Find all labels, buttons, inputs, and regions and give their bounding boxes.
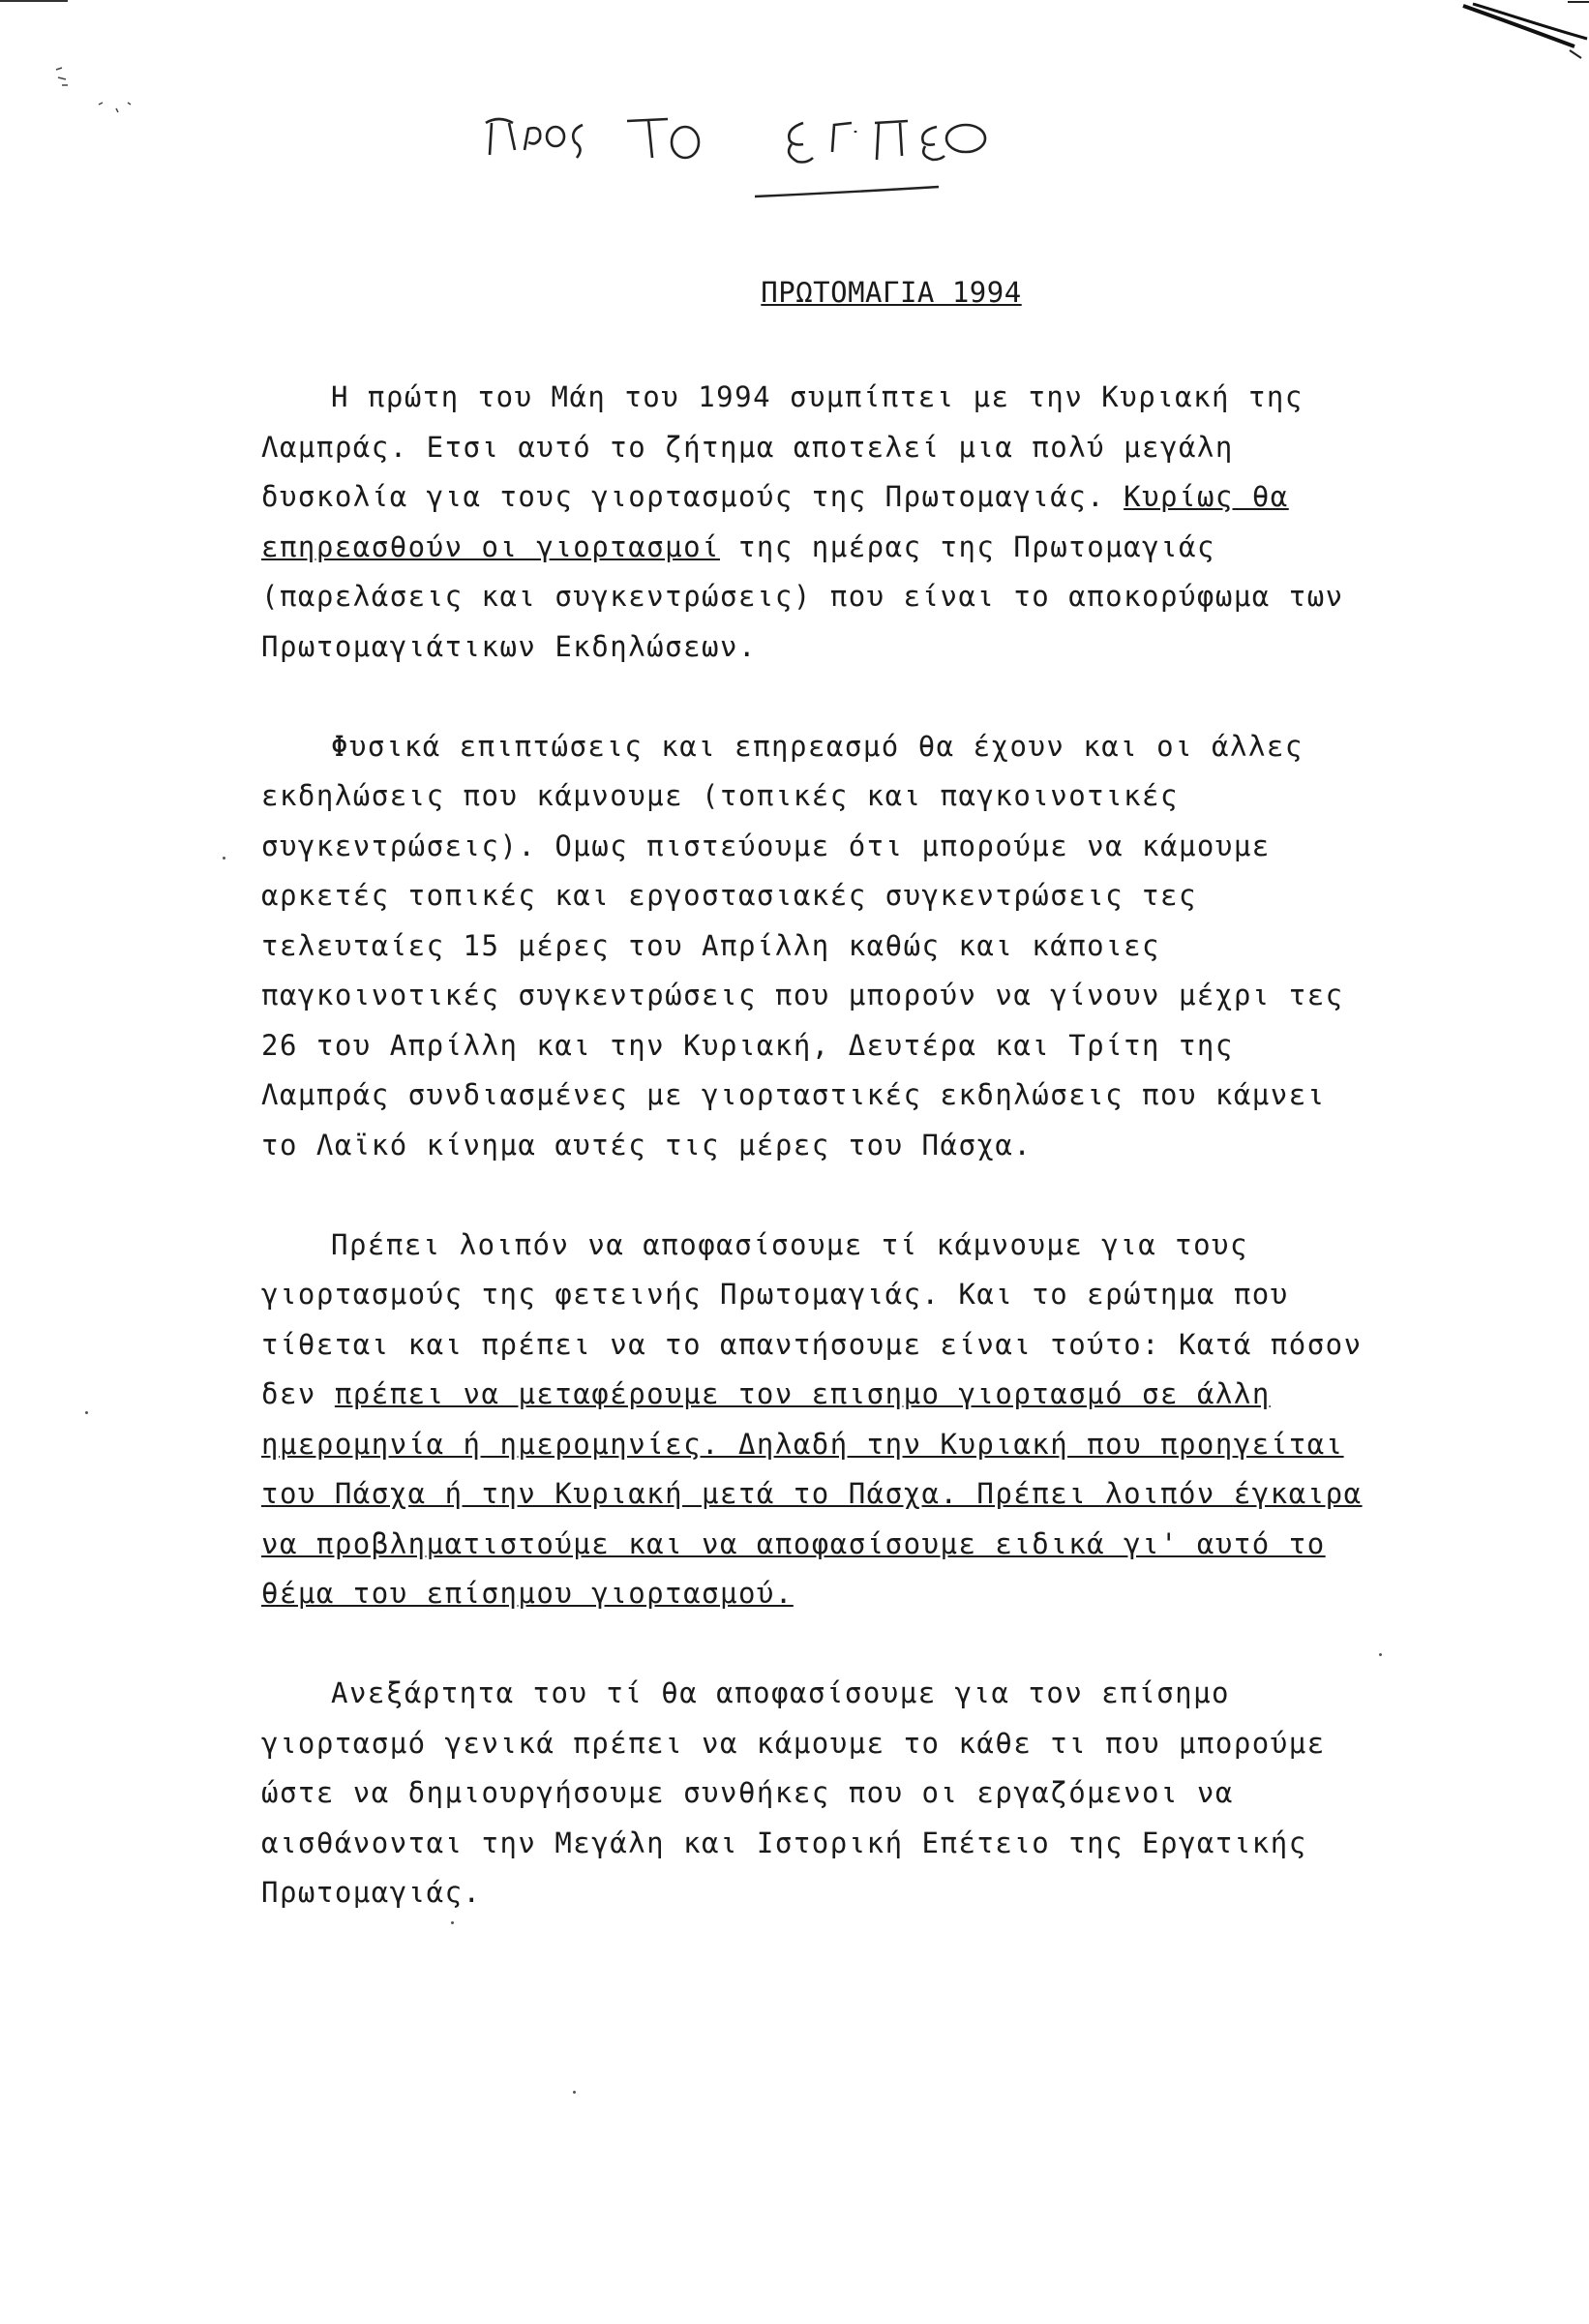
document-body (261, 373, 1374, 1968)
speck (223, 857, 225, 860)
paragraph-text: της ημέρας της Πρωτομαγιάς (παρελάσεις και συγκεντρώσεις) που είναι το αποκορύφωμα των Πρωτομαγιάτικων Εκδηλώσεων. (261, 529, 1344, 663)
paragraph-text: Πρέπει λοιπόν να αποφασίσουμε τί κάμνουμε για τους γιορτασμούς της φετεινής Πρωτομαγιάς. Και το ερώτημα που τίθεται και πρέπει να το απαντήσουμε είναι τούτο: Κατά πόσον δεν (261, 1227, 1363, 1410)
speck (85, 1411, 88, 1414)
underlined-text: Κυρίως θα επηρεασθούν οι γιορτασμοί (261, 480, 1289, 563)
margin-specks (48, 58, 174, 126)
paragraph-3 (261, 1221, 1374, 1619)
paragraph-text: Φυσικά επιπτώσεις και επηρεασμό θα έχουν και οι άλλες εκδηλώσεις που κάμνουμε (τοπικές και παγκοινοτικές συγκεντρώσεις). Ομως πιστεύουμε ότι μπορούμε να κάμουμε αρκετές τοπικές και εργοστασιακές συγκεντρώσεις τες τελευταίες 15 μέρες του Απρίλλη καθώς και κάποιες παγκοινοτικές συγκεντρώσεις που μπορούν να γίνουν μέχρι τες 26 του Απρίλλη και την Κυριακή, Δευτέρα και Τρίτη της Λαμπράς συνδιασμένες με γιορταστικές εκδηλώσεις που κάμνει το Λαϊκό κίνημα αυτές τις μέρες του Πάσχα. (261, 729, 1344, 1162)
paragraph-4 (261, 1669, 1374, 1918)
paragraph-text: Η πρώτη του Μάη του 1994 συμπίπτει με την Κυριακή της Λαμπράς. Ετσι αυτό το ζήτημα αποτελεί μια πολύ μεγάλη δυσκολία για τους γιορτασμούς της Πρωτομαγιάς. (261, 380, 1304, 513)
speck (573, 2091, 576, 2094)
paragraph-text: Ανεξάρτητα του τί θα αποφασίσουμε για τον επίσημο γιορτασμό γενικά πρέπει να κάμουμε το κάθε τι που μπορούμε ώστε να δημιουργήσουμε συνθήκες που οι εργαζόμενοι να αισθάνονται την Μεγάλη και Ιστορική Επέτειο της Εργατικής Πρωτομαγιάς. (261, 1676, 1326, 1909)
speck (1379, 1653, 1382, 1656)
paragraph-2 (261, 722, 1374, 1171)
underlined-text: πρέπει να μεταφέρουμε τον επισημο γιορτασμό σε άλλη ημερομηνία ή ημερομηνίες. Δηλαδή την Κυριακή που προηγείται του Πάσχα ή την Κυριακή μετά το Πάσχα. Πρέπει λοιπόν έγκαιρα να προβληματιστούμε και να αποφασίσουμε ειδικά γι' αυτό το θέμα του επίσημου γιορτασμού. (261, 1377, 1363, 1610)
handwritten-note (474, 102, 1055, 208)
speck (451, 1921, 454, 1924)
paragraph-1 (261, 373, 1374, 672)
corner-scribble-mark (1454, 0, 1589, 68)
document-title: ΠΡΩΤΟΜΑΓΙΑ 1994 (761, 276, 1022, 309)
edge-mark (0, 0, 68, 2)
